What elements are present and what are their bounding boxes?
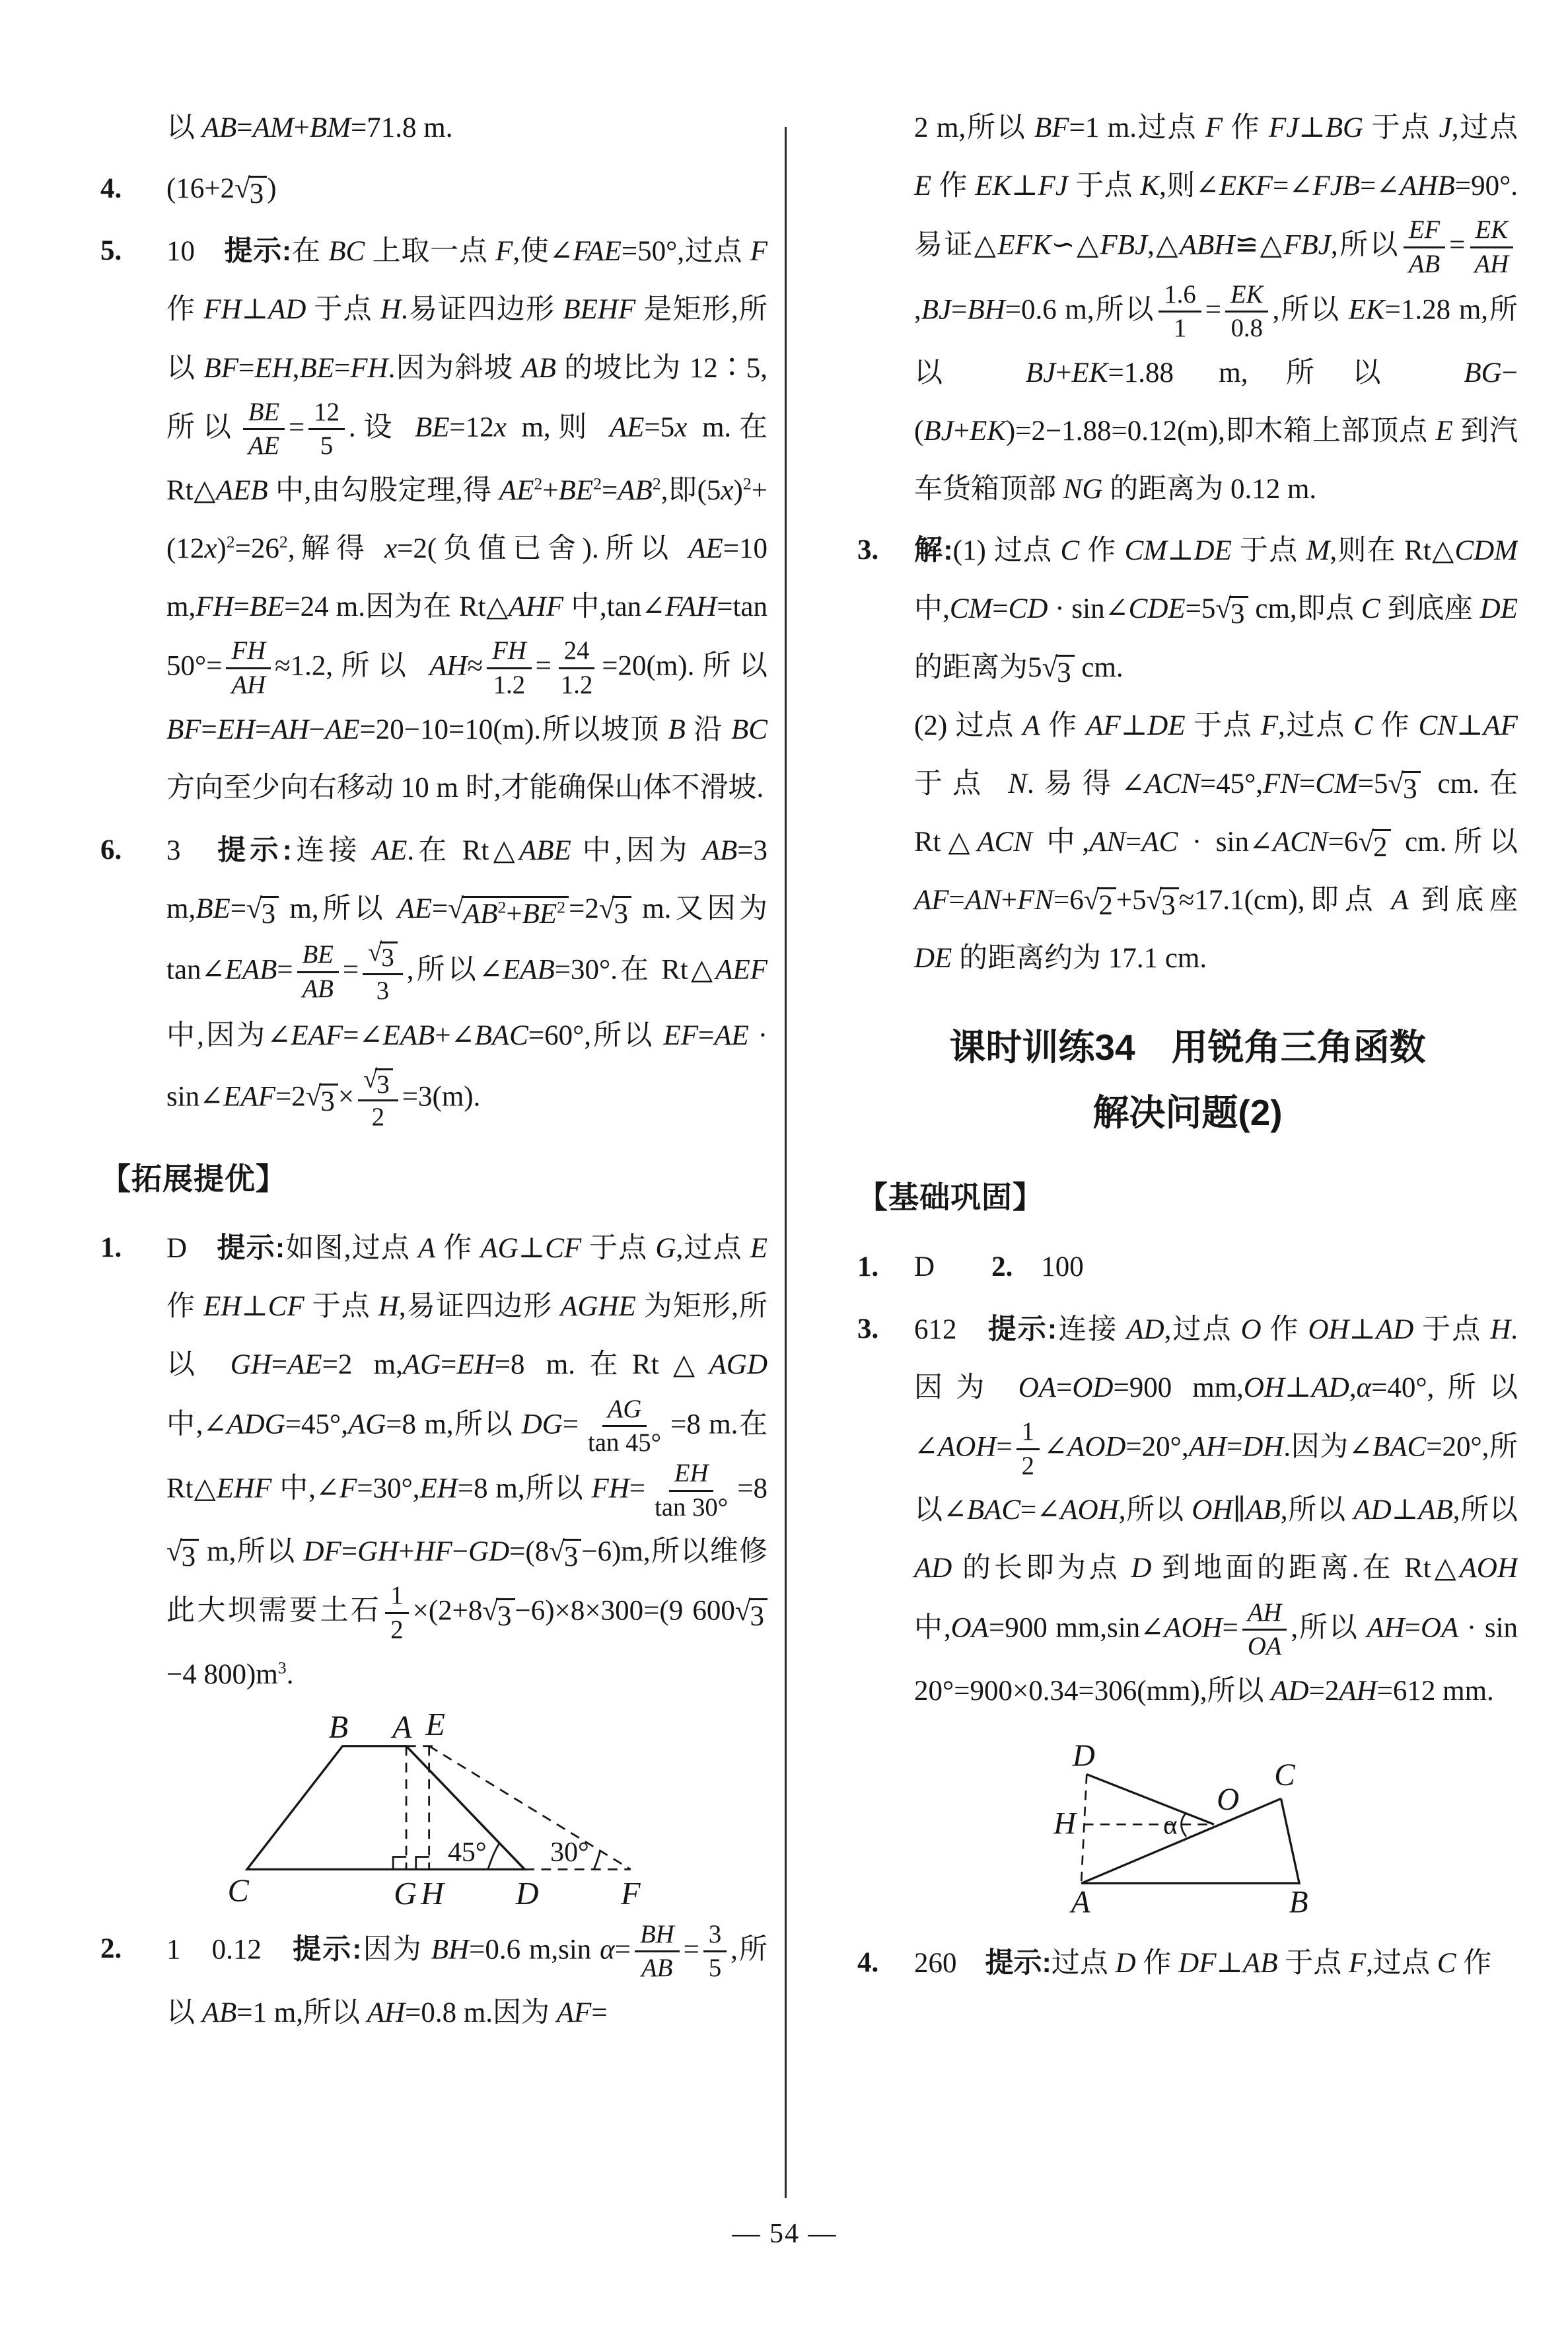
label-D: D: [515, 1876, 539, 1911]
answer-items-1-2: [857, 1238, 1518, 1296]
answer-item-4b: [857, 1934, 1518, 1993]
label-A: A: [1071, 1885, 1090, 1920]
item-body: 612 提示:连接 AD,过点 O 作 OH⊥AD 于点 H.因为 OA=OD=900 mm,OH⊥AD,α=40°,所以∠AOH= $\frac{1}{2}$ ∠AOD=20°,AH=DH.因为∠BAC=20°,所以∠BAC=∠AOH,所以 OH∥AB,所以 AD⊥AB,所以 AD 的长即为点 D 到地面的距离.在 Rt△AOH 中,OA=900 mm,sin∠AOH= $\frac{AH}{OA}$ ,所以 AH=OA · sin 20°=900×0.34=306(mm),所以 AD=2AH=612 mm.: [914, 1313, 1518, 1707]
label-A: A: [392, 1710, 412, 1746]
paragraph-continuation: 以 AB=AM+BM=71.8 m.: [166, 112, 453, 143]
figure2-labels: [1053, 1739, 1308, 1919]
answer-item-5: [100, 222, 767, 817]
label-C: C: [1274, 1757, 1295, 1792]
answer-item-4: [100, 160, 767, 218]
label-alpha: α: [1163, 1809, 1178, 1840]
item-number: 4.: [857, 1946, 879, 1978]
segment-DO: [1087, 1774, 1214, 1824]
item-body: (16+2 √ 3 ): [166, 173, 277, 210]
left-column: [100, 99, 767, 2200]
label-F: F: [621, 1876, 641, 1911]
label-E: E: [425, 1707, 445, 1742]
column-divider: [785, 127, 787, 2198]
trapezoid-diagram: [219, 1707, 649, 1911]
label-H: H: [421, 1876, 444, 1911]
item-body: 3 提示:连接 AE.在 Rt△ABE 中,因为 AB=3 m,BE= √ 3 m,所以 AE= √ $AB^2+BE^2$ =2 √ 3 m.又因为 tan∠EAB= $\frac{BE}{AB}$ = √ 3 3 ,所以∠EAB=30°.在 Rt△AEF 中,因为∠EAF=∠EAB+∠BAC=60°,所以 EF=AE · sin∠EAF=2 √ 3 × √ 3 2 =3(m).: [166, 834, 767, 1132]
answer-item-6: [100, 821, 767, 1133]
figure-trapezoid-dam: [100, 1707, 767, 1911]
item-number: 2.: [100, 1933, 122, 1964]
item-body: 260 提示:过点 D 作 DF⊥AB 于点 F,过点 C 作: [914, 1946, 1492, 1979]
item-number: 6.: [100, 834, 122, 866]
section-header-basics: 【基础巩固】: [857, 1180, 1044, 1215]
item-body: 10 提示:在 BC 上取一点 F,使∠FAE=50°,过点 F 作 FH⊥AD 于点 H.易证四边形 BEHF 是矩形,所以 BF=EH,BE=FH.因为斜坡 AB 的坡比为 12∶5,所以 $\frac{BE}{AE}$ = $\frac{12}{5}$ .设 BE=12x m,则 AE=5x m.在 Rt△AEB 中,由勾股定理,得 $AE^2+BE^2=AB^2$,即$(5x)^2+(12x)^2=26^2$,解得 x=2(负值已舍).所以 AE=10 m,FH=BE=24 m.因为在 Rt△AHF 中,tan∠FAH=tan 50°= $\frac{FH}{AH}$ ≈1.2,所以 AH≈ $\frac{FH}{1.2}$ = $\frac{24}{1.2}$ =20(m).所以 BF=EH=AH−AE=20−10=10(m).所以坡顶 B 沿 BC 方向至少向右移动 10 m 时,才能确保山体不滑坡.: [166, 235, 767, 803]
label-B: B: [328, 1710, 349, 1746]
item-number: 1.: [857, 1251, 879, 1282]
angle-arc-30: [594, 1851, 600, 1869]
section-header-expand: 【拓展提优】: [100, 1161, 287, 1196]
item-number: 3.: [857, 1313, 879, 1345]
right-column: [857, 99, 1518, 2207]
angle-arc-45: [488, 1843, 500, 1869]
label-D: D: [1072, 1739, 1095, 1774]
item-body: D 提示:如图,过点 A 作 AG⊥CF 于点 G,过点 E 作 EH⊥CF 于点 H,易证四边形 AGHE 为矩形,所以 GH=AE=2 m,AG=EH=8 m.在Rt△AGD 中,∠ADG=45°,AG=8 m,所以 DG= $\frac{AG}{\tan 45^\circ}$ =8 m.在 Rt△EHF 中,∠F=30°,EH=8 m,所以 FH= $\frac{EH}{\tan 30^\circ}$ =8 √ 3 m,所以 DF=GH+HF−GD=(8 √ 3 −6)m,所以维修此大坝需要土石 $\frac{1}{2}$ ×(2+8 √ 3 −6)×8×300=(9 600 √ 3 −4 $800)m^3$.: [166, 1232, 767, 1690]
figure2-lines: [1081, 1774, 1299, 1883]
label-O: O: [1217, 1782, 1240, 1817]
label-G: G: [394, 1876, 417, 1911]
right-angle-mark-H: [416, 1857, 429, 1869]
paragraph-continuation: 2 m,所以 BF=1 m.过点 F 作 FJ⊥BG 于点 J,过点 E 作 EK⊥FJ 于点 K,则∠EKF=∠FJB=∠AHB=90°.易证△EFK∽△FBJ,△ABH≌△FBJ,所以 $\frac{EF}{AB}$ = $\frac{EK}{AH}$ ,BJ=BH=0.6 m,所以 $\frac{1.6}{1}$ = $\frac{EK}{0.8}$ ,所以 EK=1.28 m,所以 BJ+EK=1.88 m,所以 BG−(BJ+EK)=2−1.88=0.12(m),即木箱上部顶点 E 到汽车货箱顶部 NG 的距离为 0.12 m.: [914, 112, 1518, 505]
label-angle-45: 45°: [447, 1837, 487, 1868]
label-C: C: [227, 1873, 249, 1909]
item-body: 1 0.12 提示:因为 BH=0.6 m,sin α= $\frac{BH}{AB}$ = $\frac{3}{5}$ ,所以 AB=1 m,所以 AH=0.8 m.因为 AF=: [166, 1920, 767, 2029]
label-B: B: [1289, 1885, 1308, 1920]
item-body: [914, 521, 1518, 988]
page-number: — 54 —: [732, 2219, 837, 2249]
solution-part-2: (2) 过点 A 作 AF⊥DE 于点 F,过点 C 作 CN⊥AF 于点 N.易得∠ACN=45°,FN=CM=5 √ 3 cm.在 Rt△ACN 中,AN=AC · sin∠ACN=6 √ 2 cm.所以 AF=AN+FN=6 √ 2 +5 √ 3 ≈17.1(cm),即点 A 到底座 DE 的距离约为 17.1 cm.: [914, 710, 1518, 975]
item-number: 1.: [100, 1232, 122, 1264]
solution-part-1: 解:(1) 过点 C 作 CM⊥DE 于点 M,则在 Rt△CDM 中,CM=CD · sin∠CDE=5 √ 3 cm,即点 C 到底座 DE 的距离为5 √ 3 cm.: [914, 535, 1518, 688]
figure1-labels: [228, 1707, 641, 1911]
label-H: H: [1053, 1806, 1077, 1841]
label-angle-30: 30°: [550, 1837, 589, 1868]
item-number: 3.: [857, 535, 879, 566]
triangle-diagram: [1052, 1738, 1323, 1921]
answer-item-2: [100, 1920, 767, 2042]
answer-item-3-solution: [857, 521, 1518, 988]
item-body: D 2. 100: [914, 1251, 1084, 1282]
answer-item-3b: [857, 1300, 1518, 1720]
right-angle-mark-G: [393, 1857, 406, 1869]
item-number: 4.: [100, 173, 122, 205]
dashed-DA: [1081, 1774, 1087, 1883]
answer-item-1: [100, 1219, 767, 1704]
figure-wheel-triangle: [857, 1738, 1518, 1921]
item-number: 5.: [100, 235, 122, 267]
lesson-title-line2: 解决问题(2): [1092, 1091, 1283, 1133]
lesson-title-line1: 课时训练34 用锐角三角函数: [949, 1027, 1426, 1068]
